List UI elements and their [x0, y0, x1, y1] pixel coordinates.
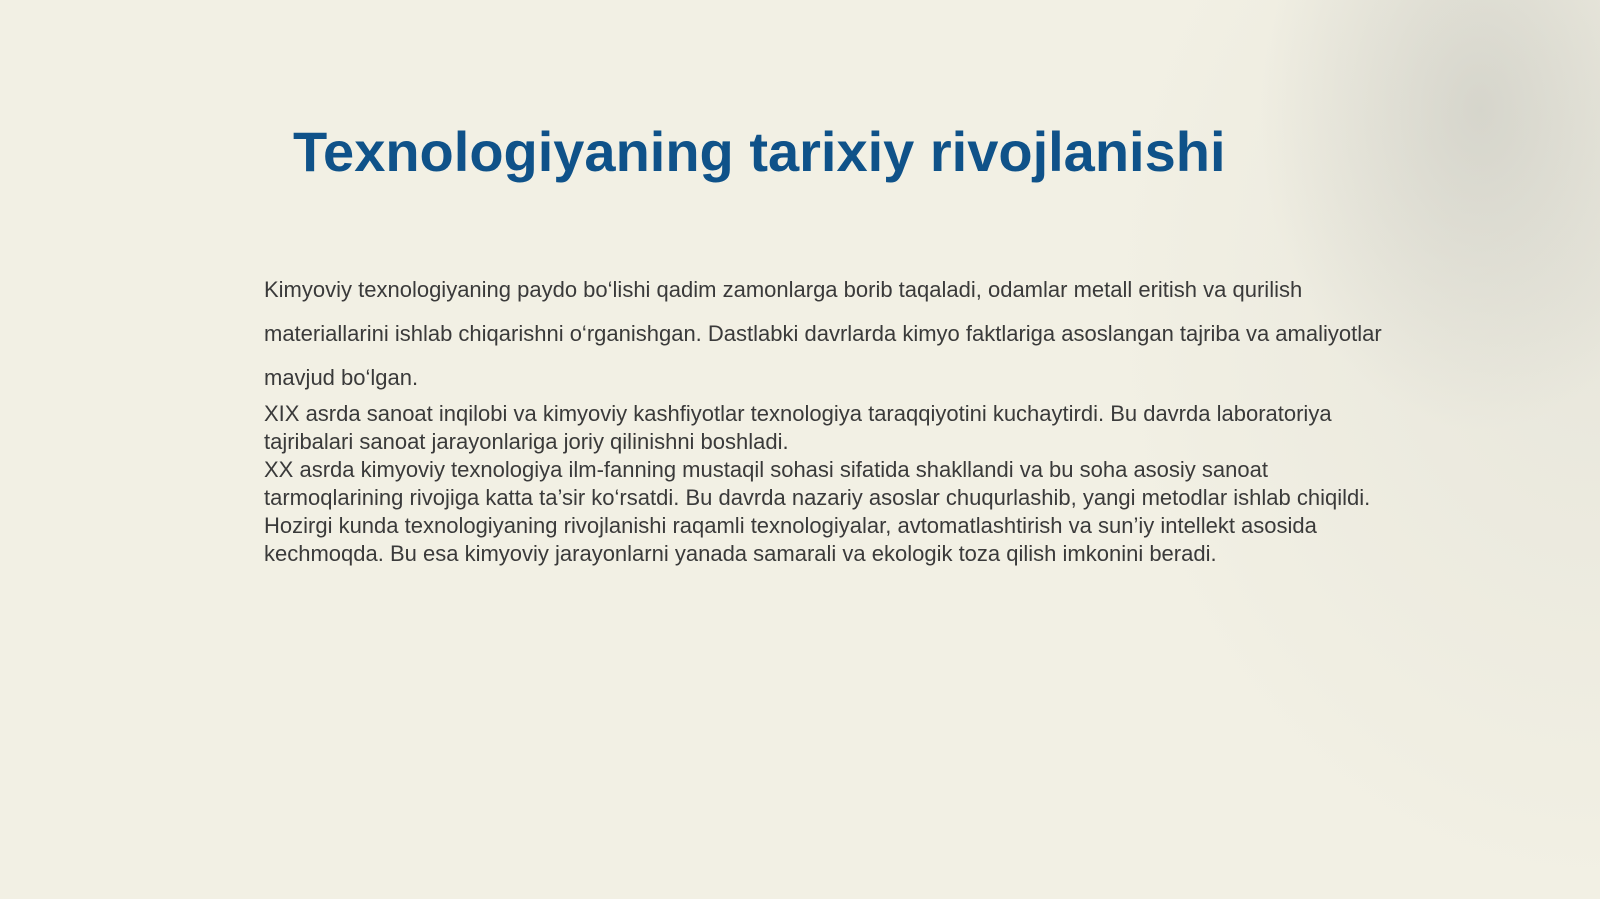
paragraph-19th-century: XIX asrda sanoat inqilobi va kimyoviy kashfiyotlar texnologiya taraqqiyotini kuchaytirdi. Bu davrda laboratoriya tajribalari sanoat jarayonlariga joriy qilinishni boshladi.: [264, 401, 1332, 454]
slide-title: Texnologiyaning tarixiy rivojlanishi: [293, 120, 1226, 183]
paragraph-20th-century: XX asrda kimyoviy texnologiya ilm-fanning mustaqil sohasi sifatida shakllandi va bu soha asosiy sanoat tarmoqlarining rivojiga katta ta’sir ko‘rsatdi. Bu davrda nazariy asoslar chuqurlashib, yangi metodlar ishlab chiqildi.: [264, 457, 1371, 510]
slide-body: [264, 268, 1384, 568]
paragraph-origins: Kimyoviy texnologiyaning paydo bo‘lishi qadim zamonlarga borib taqaladi, odamlar metall eritish va qurilish materiallarini ishlab chiqarishni o‘rganishgan. Dastlabki davrlarda kimyo faktlariga asoslangan tajriba va amaliyotlar mavjud bo‘lgan.: [264, 277, 1382, 390]
paragraph-present-day: Hozirgi kunda texnologiyaning rivojlanishi raqamli texnologiyalar, avtomatlashtirish va sun’iy intellekt asosida kechmoqda. Bu esa kimyoviy jarayonlarni yanada samarali va ekologik toza qilish imkonini beradi.: [264, 513, 1317, 566]
